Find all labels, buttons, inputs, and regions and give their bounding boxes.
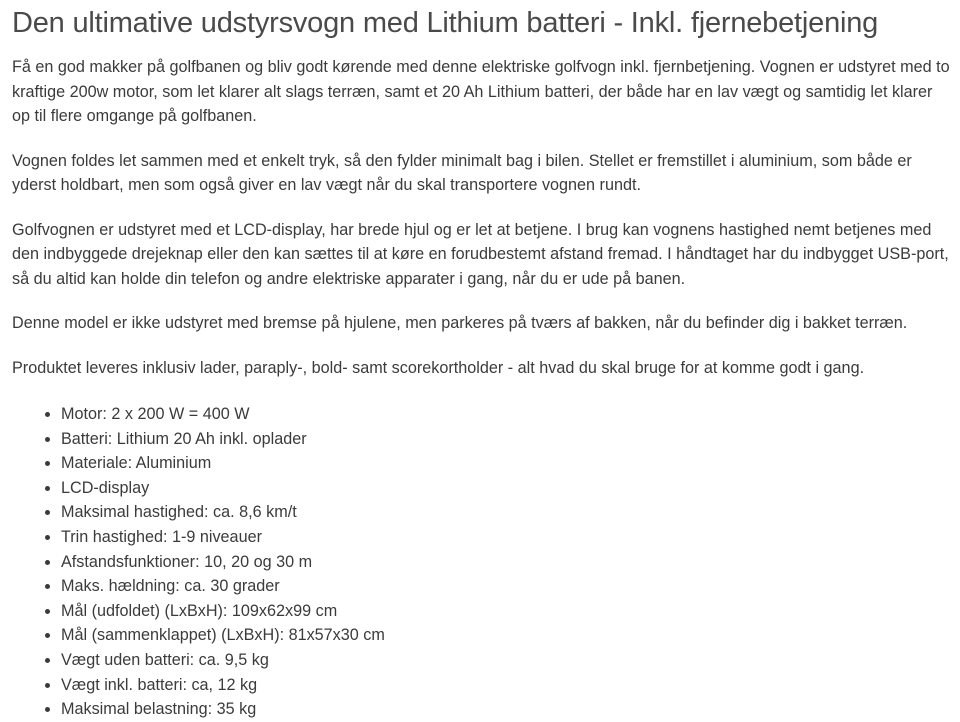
spec-item-material: • Materiale: Aluminium: [61, 451, 950, 476]
spec-item-motor: • Motor: 2 x 200 W = 400 W: [61, 402, 950, 427]
spec-item-max-load: • Maksimal belastning: 35 kg: [61, 697, 950, 722]
description-paragraph-features: Golfvognen er udstyret med et LCD-display, har brede hjul og er let at betjene. I brug kan vognens hastighed nemt betjenes med den indbyggede drejeknap eller den kan sættes til at køre en forudbestemt afstand fremad. I håndtaget har du indbygget USB-port, så du altid kan holde din telefon og andre elektriske apparater i gang, når du er ude på banen.: [12, 220, 949, 288]
spec-item-weight-with-battery: • Vægt inkl. batteri: ca, 12 kg: [61, 673, 950, 698]
spec-item-dimensions-folded: • Mål (sammenklappet) (LxBxH): 81x57x30 cm: [61, 623, 950, 648]
spec-item-speed-steps: • Trin hastighed: 1-9 niveauer: [61, 525, 950, 550]
description-paragraph-included: Produktet leveres inklusiv lader, paraply-, bold- samt scorekortholder - alt hvad du skal bruge for at komme godt i gang.: [12, 358, 865, 377]
description-paragraph-brakes: Denne model er ikke udstyret med bremse på hjulene, men parkeres på tværs af bakken, når du befinder dig i bakket terræn.: [12, 314, 908, 332]
spec-item-dimensions-unfolded: • Mål (udfoldet) (LxBxH): 109x62x99 cm: [61, 599, 950, 624]
description-paragraph-intro: Få en god makker på golfbanen og bliv godt kørende med denne elektriske golfvogn inkl. fjernbetjening. Vognen er udstyret med to kraftige 200w motor, som let klarer alt slags terræn, samt et 20 Ah Lithium batteri, der både har en lav vægt og samtidig let klarer op til flere omgange på golfbanen.: [12, 58, 950, 125]
spec-item-battery: • Batteri: Lithium 20 Ah inkl. oplader: [61, 427, 950, 452]
spec-item-max-speed: • Maksimal hastighed: ca. 8,6 km/t: [61, 500, 950, 525]
spec-item-weight-without-battery: • Vægt uden batteri: ca. 9,5 kg: [61, 648, 950, 673]
spec-list: [12, 402, 950, 722]
spec-item-distance-functions: • Afstandsfunktioner: 10, 20 og 30 m: [61, 550, 950, 575]
spec-item-display: • LCD-display: [61, 476, 950, 501]
spec-item-max-incline: • Maks. hældning: ca. 30 grader: [61, 574, 950, 599]
description-paragraph-folding: Vognen foldes let sammen med et enkelt tryk, så den fylder minimalt bag i bilen. Stellet er fremstillet i aluminium, som både er yderst holdbart, men som også giver en lav vægt når du skal transportere vognen rundt.: [12, 151, 912, 194]
page-title: Den ultimative udstyrsvogn med Lithium batteri - Inkl. fjernebetjening: [12, 7, 879, 39]
